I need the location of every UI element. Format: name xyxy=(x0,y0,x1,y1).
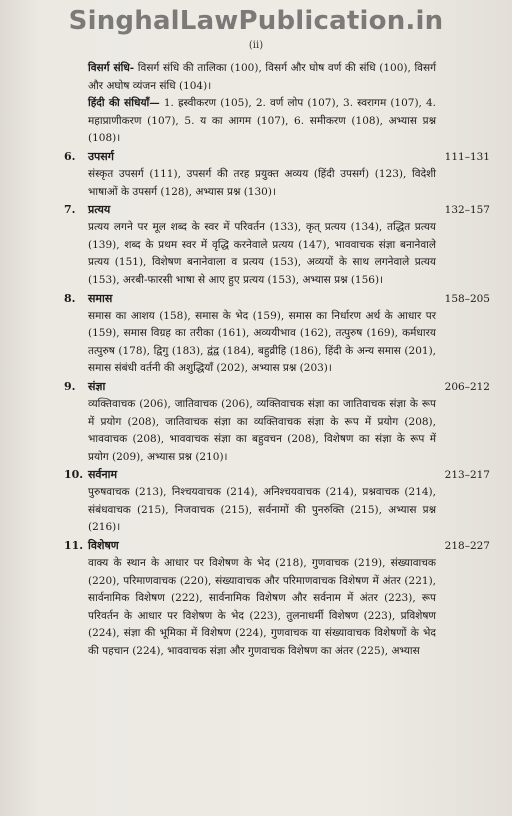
entry-heading: हिंदी की संधियाँ— xyxy=(88,97,160,110)
chapter-entry xyxy=(0,290,512,378)
chapter-entry xyxy=(0,537,512,661)
chapter-topics: संस्कृत उपसर्ग (111), उपसर्ग की तरह प्रयुक्त अव्यय (हिंदी उपसर्ग) (123), विदेशी भाषाओं के उपसर्ग (128), अभ्यास प्रश्न (130)। xyxy=(88,167,436,198)
intro-entry xyxy=(0,95,512,148)
chapter-pages: 213–217 xyxy=(444,469,490,482)
chapter-pages: 111–131 xyxy=(444,150,490,163)
chapter-header xyxy=(0,148,512,166)
chapter-pages: 158–205 xyxy=(444,292,490,305)
chapter-title: प्रत्यय xyxy=(88,203,111,217)
chapter-number: 7. xyxy=(64,203,76,217)
toc-content xyxy=(0,60,512,661)
chapter-pages: 218–227 xyxy=(444,540,490,553)
chapter-entry xyxy=(0,378,512,466)
entry-heading: विसर्ग संधि- xyxy=(88,62,135,74)
intro-entry xyxy=(0,60,512,95)
chapter-number: 6. xyxy=(64,149,76,163)
chapter-header xyxy=(0,466,512,484)
chapter-entry xyxy=(0,201,512,289)
page-number: (ii) xyxy=(248,40,264,51)
chapter-header xyxy=(0,201,512,219)
watermark: SinghalLawPublication.in xyxy=(68,6,444,36)
chapter-topics: वाक्य के स्थान के आधार पर विशेषण के भेद (218), गुणवाचक (219), संख्यावाचक (220), परिमाणवाचक (220), संख्यावाचक और परिमाणवाचक विशेषण में अंतर (221), सार्वनामिक विशेषण (222), सार्वनामिक विशेषण और सर्वनाम में अंतर (223), रूप परिवर्तन के आधार पर विशेषण के भेद (223), तुलनाधर्मी विशेषण (223), प्रविशेषण (224), संज्ञा की भूमिका में विशेषण (224), गुणवाचक या संख्यावाचक विशेषणों के भेद की पहचान (224), भाववाचक संज्ञा और गुणवाचक विशेषण का अंतर (225), अभ्यास xyxy=(88,557,436,658)
chapter-topics: समास का आशय (158), समास के भेद (159), समास का निर्धारण अर्थ के आधार पर (159), समास विग्रह का तरीका (161), अव्ययीभाव (162), तत्पुरुष (169), कर्मधारय तत्पुरुष (178), द्विगु (183), द्वंद्व (184), बहुव्रीहि (186), हिंदी के अन्य समास (201), समास संबंधी वर्तनी की अशुद्धियाँ (202), अभ्यास प्रश्न (203)। xyxy=(88,309,436,375)
chapter-number: 10. xyxy=(64,468,84,482)
chapter-topics: प्रत्यय लगने पर मूल शब्द के स्वर में परिवर्तन (133), कृत् प्रत्यय (134), तद्धित प्रत्यय (139), शब्द के प्रथम स्वर में वृद्धि करनेवाले प्रत्यय (147), भाववाचक संज्ञा बनानेवाले प्रत्यय (151), विशेषण बनानेवाला व प्रत्यय (153), अव्ययों के साथ लगनेवाले प्रत्यय (153), अरबी-फारसी भाषा से आए हुए प्रत्यय (153), अभ्यास प्रश्न (156)। xyxy=(88,221,436,286)
chapter-title: सर्वनाम xyxy=(88,468,118,482)
entry-body: 1. ह्रस्वीकरण (105), 2. वर्ण लोप (107), 3. स्वरागम (107), 4. महाप्राणीकरण (107), 5. य का आगम (107), 6. समीकरण (108), अभ्यास प्रश्न (108)। xyxy=(88,97,436,145)
chapter-number: 9. xyxy=(64,379,76,393)
chapter-header xyxy=(0,290,512,308)
chapter-title: समास xyxy=(88,291,113,305)
chapter-topics: पुरुषवाचक (213), निश्चयवाचक (214), अनिश्चयवाचक (214), प्रश्नवाचक (214), संबंधवाचक (215), निजवाचक (215), सर्वनामों की पुनरुक्ति (215), अभ्यास प्रश्न (216)। xyxy=(88,486,436,534)
chapter-pages: 206–212 xyxy=(444,380,490,393)
chapter-entry xyxy=(0,466,512,537)
chapter-entry xyxy=(0,148,512,201)
chapter-header xyxy=(0,378,512,396)
chapter-number: 11. xyxy=(64,539,84,553)
chapter-pages: 132–157 xyxy=(444,204,490,217)
chapter-header xyxy=(0,537,512,555)
chapter-number: 8. xyxy=(64,291,76,305)
chapter-topics: व्यक्तिवाचक (206), जातिवाचक (206), व्यक्तिवाचक संज्ञा का जातिवाचक संज्ञा के रूप में प्रयोग (208), जातिवाचक संज्ञा का व्यक्तिवाचक संज्ञा के रूप में प्रयोग (208), भाववाचक (208), भाववाचक संज्ञा का बहुवचन (208), विशेषण का संज्ञा के रूप में प्रयोग (209), अभ्यास प्रश्न (210)। xyxy=(88,397,436,463)
entry-text xyxy=(88,60,436,95)
entry-text xyxy=(88,95,436,148)
chapter-title: विशेषण xyxy=(88,539,119,553)
chapter-title: संज्ञा xyxy=(88,379,106,393)
chapter-title: उपसर्ग xyxy=(88,149,114,163)
entry-body: विसर्ग संधि की तालिका (100), विसर्ग और घोष वर्ण की संधि (100), विसर्ग और अघोष व्यंजन संधि (104)। xyxy=(88,62,437,92)
